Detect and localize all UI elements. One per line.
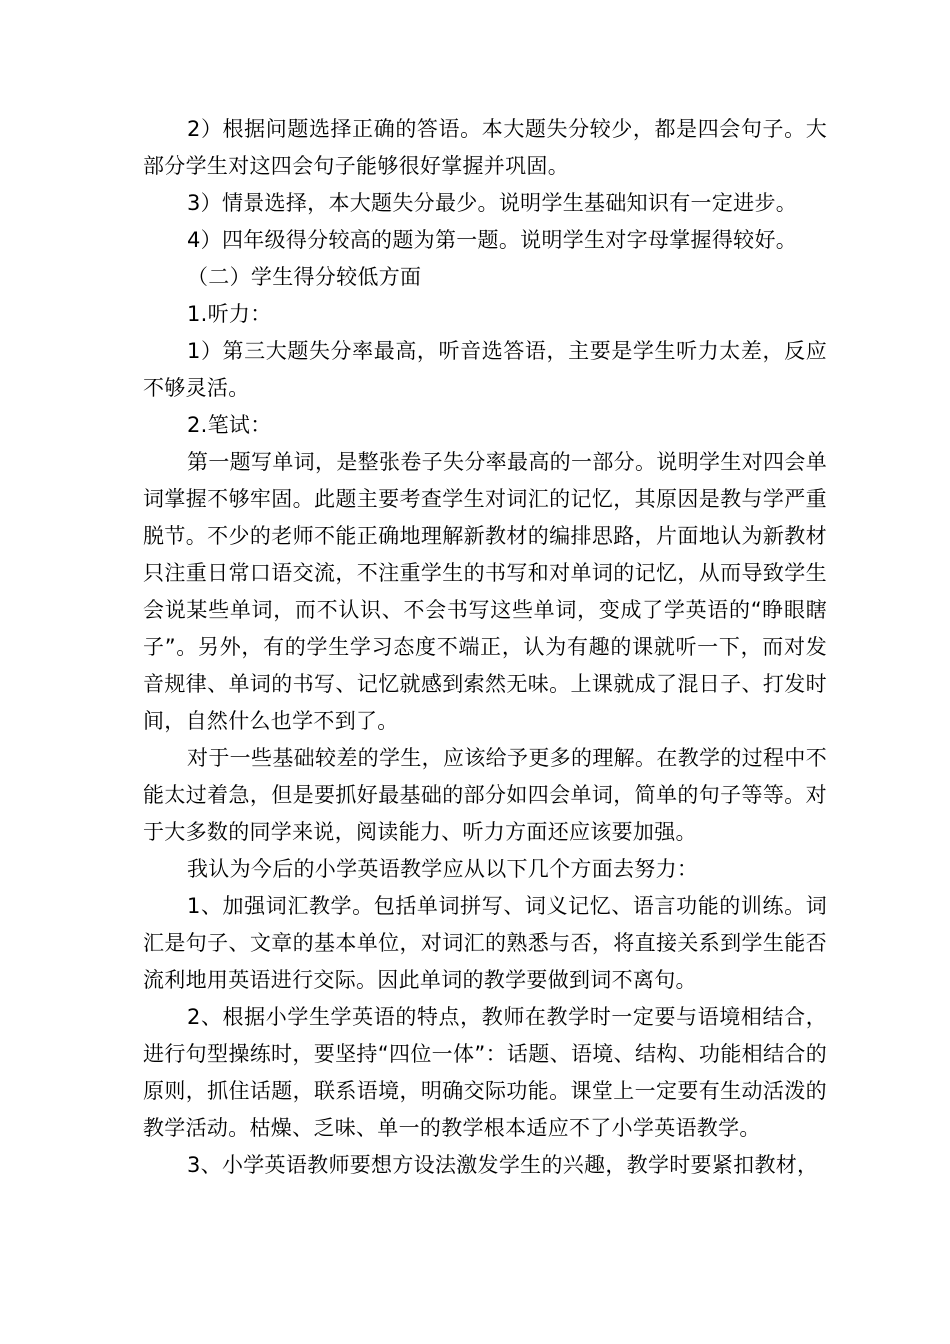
- document-body: [143, 111, 827, 1184]
- paragraph-student-interest: 3、小学英语教师要想方设法激发学生的兴趣，教学时要紧扣教材，: [187, 1153, 819, 1177]
- section-heading-low-scores: （二）学生得分较低方面: [187, 265, 422, 289]
- subheading-listening: 1.听力：: [187, 302, 272, 326]
- paragraph-listening-issue: 1）第三大题失分率最高，听音选答语，主要是学生听力太差，反应不够灵活。: [143, 339, 827, 400]
- paragraph-dialog-answers: 2）根据问题选择正确的答语。本大题失分较少，都是四会句子。大部分学生对这四会句子能够很好掌握并巩固。: [143, 117, 827, 178]
- paragraph-weak-students: 对于一些基础较差的学生，应该给予更多的理解。在教学的过程中不能太过着急，但是要抓好最基础的部分如四会单词，简单的句子等等。对于大多数的同学来说，阅读能力、听力方面还应该要加强。: [143, 746, 827, 844]
- paragraph-word-writing: 第一题写单词，是整张卷子失分率最高的一部分。说明学生对四会单词掌握不够牢固。此题主要考查学生对词汇的记忆，其原因是教与学严重脱节。不少的老师不能正确地理解新教材的编排思路，片面地认为新教材只注重日常口语交流，不注重学生的书写和对单词的记忆，从而导致学生会说某些单词，而不认识、不会书写这些单词，变成了学英语的“睁眼瞎子”。另外，有的学生学习态度不端正，认为有趣的课就听一下，而对发音规律、单词的书写、记忆就感到索然无味。上课就成了混日子、打发时间，自然什么也学不到了。: [143, 450, 827, 733]
- paragraph-grade-four-scores: 4）四年级得分较高的题为第一题。说明学生对字母掌握得较好。: [187, 228, 798, 252]
- paragraph-situation-choice: 3）情景选择，本大题失分最少。说明学生基础知识有一定进步。: [187, 191, 798, 215]
- subheading-written-test: 2.笔试：: [187, 413, 272, 437]
- paragraph-vocabulary-teaching: 1、加强词汇教学。包括单词拼写、词义记忆、语言功能的训练。词汇是句子、文章的基本单位，对词汇的熟悉与否，将直接关系到学生能否流利地用英语进行交际。因此单词的教学要做到词不离句。: [143, 894, 827, 992]
- paragraph-context-teaching: 2、根据小学生学英语的特点，教师在教学时一定要与语境相结合，进行句型操练时，要坚持“四位一体”：话题、语境、结构、功能相结合的原则，抓住话题，联系语境，明确交际功能。课堂上一定要有生动活泼的教学活动。枯燥、乏味、单一的教学根本适应不了小学英语教学。: [143, 1005, 827, 1140]
- paragraph-improvement-intro: 我认为今后的小学英语教学应从以下几个方面去努力：: [187, 857, 699, 881]
